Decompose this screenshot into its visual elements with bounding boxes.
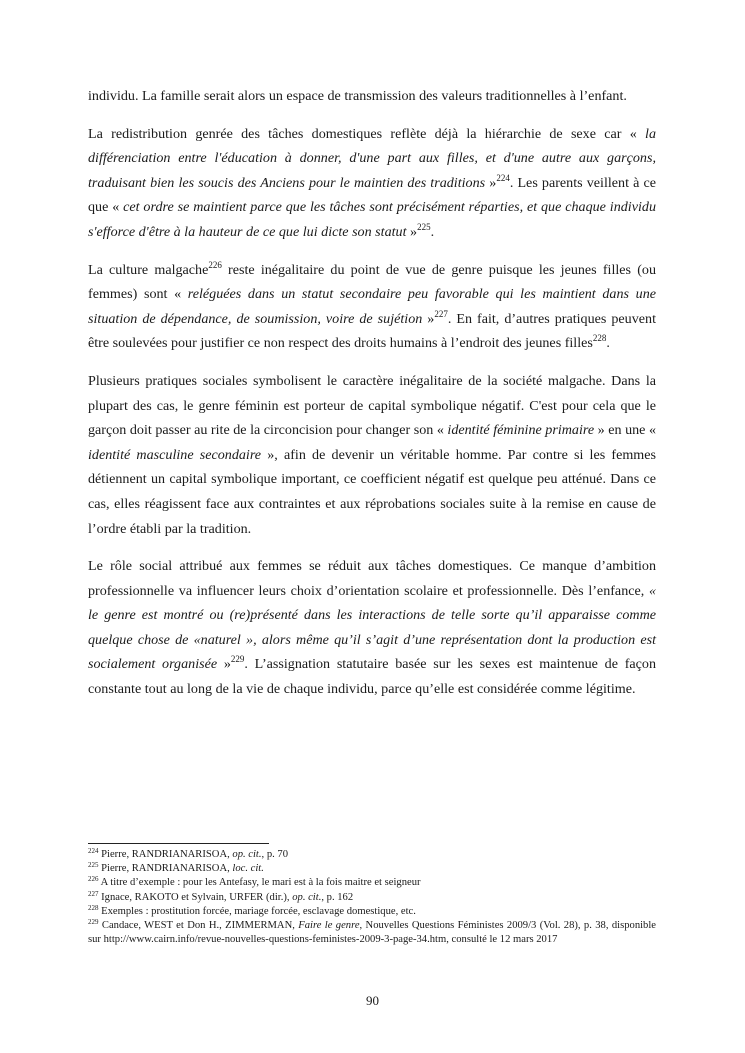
page-number: 90 [366, 993, 379, 1008]
footnote-ref: 227 [434, 308, 448, 319]
footnote-ref: 226 [208, 259, 222, 270]
quote-italic: « le genre est montré ou (re)présenté dans les interactions de telle sorte qu’il apparaisse comme quelque chose de «naturel », alors même qu’il s’agit d’une représentation dont la production est socialement organisée [88, 582, 656, 673]
footnote: $^{225}$ Pierre, RANDRIANARISOA, loc. cit. [88, 861, 264, 875]
quote-italic: cet ordre se maintient parce que les tâches sont précisément réparties, et que chaque individu s'efforce d'être à la hauteur de ce que lui dicte son statut [88, 199, 656, 240]
footnote-ref: 229 [230, 654, 245, 665]
quote-italic: identité féminine primaire [447, 422, 595, 439]
paragraph-4: Plusieurs pratiques sociales symbolisent le caractère inégalitaire de la société malgache. Dans la plupart des cas, le genre féminin est porteur de capital symbolique négatif. C'est pour cela que le garçon doit passer au rite de la circoncision pour changer son « identité féminine primaire » en une « identité masculine secondaire », afin de devenir un véritable homme. Par contre si les femmes détiennent un capital symbolique important, ce coefficient négatif est quelque peu atténué. Dans ce cas, elles réagissent face aux contraintes et aux réprobations sociales suite à la remise en cause de l’ordre établi par la tradition. [88, 372, 656, 537]
paragraph-3: La culture malgache$^{226}$ reste inégalitaire du point de vue de genre puisque les jeunes filles (ou femmes) sont « reléguées dans un statut secondaire peu favorable qui les maintient dans une situation de dépendance, de soumission, voire de sujétion »$^{227}$. En fait, d’autres pratiques peuvent être soulevées pour justifier ce non respect des droits humains à l’endroit des jeunes filles$^{228}$. [88, 259, 656, 352]
footnote: $^{229}$ Candace, WEST et Don H., ZIMMERMAN, Faire le genre, Nouvelles Questions Féministes 2009/3 (Vol. 28), p. 38, disponible sur http://www.cairn.info/revue-nouvelles-questions-feministes-2009-3-page-34.htm, consulté le 12 mars 2017 [88, 918, 657, 946]
quote-italic: reléguées dans un statut secondaire peu favorable qui les maintient dans une situation de dépendance, de soumission, voire de sujétion [88, 286, 656, 327]
quote-italic: identité masculine secondaire [88, 446, 262, 463]
paragraph-5: Le rôle social attribué aux femmes se réduit aux tâches domestiques. Ce manque d’ambition professionnelle va influencer leurs choix d’orientation scolaire et professionnelle. Dès l’enfance, « le genre est montré ou (re)présenté dans les interactions de telle sorte qu’il apparaisse comme quelque chose de «naturel », alors même qu’il s’agit d’une représentation dont la production est socialement organisée »$^{229}$. L’assignation statutaire basée sur les sexes est maintenue de façon constante tout au long de la vie de chaque individu, parce qu’elle est considérée comme légitime. [88, 558, 657, 698]
body-text [88, 84, 656, 715]
footnote: $^{227}$ Ignace, RAKOTO et Sylvain, URFER (dir.), op. cit., p. 162 [88, 889, 354, 903]
footnote-ref: 224 [496, 172, 510, 183]
footnote: $^{226}$ A titre d’exemple : pour les Antefasy, le mari est à la fois maitre et seigneur [88, 875, 421, 889]
paragraph-2: La redistribution genrée des tâches domestiques reflète déjà la hiérarchie de sexe car « la différenciation entre l'éducation à donner, d'une part aux filles, et d'une autre aux garçons, traduisant bien les soucis des Anciens pour le maintien des traditions »$^{224}$. Les parents veillent à ce que « cet ordre se maintient parce que les tâches sont précisément réparties, et que chaque individu s'efforce d'être à la hauteur de ce que lui dicte son statut »$^{225}$. [88, 125, 656, 240]
footnote-ref: 225 [417, 221, 431, 232]
quote-italic: la différenciation entre l'éducation à donner, d'une part aux filles, et d'une autre aux garçons, traduisant bien les soucis des Anciens pour le maintien des traditions [88, 125, 656, 191]
footnote: $^{224}$ Pierre, RANDRIANARISOA, op. cit., p. 70 [88, 847, 289, 860]
footnote-ref: 228 [592, 333, 607, 344]
footnote: $^{228}$ Exemples : prostitution forcée, mariage forcée, esclavage domestique, etc. [88, 903, 416, 917]
paragraph-1: individu. La famille serait alors un espace de transmission des valeurs traditionnelles à l’enfant. [88, 88, 627, 104]
footnotes [88, 848, 656, 947]
footnote-separator [88, 843, 269, 844]
